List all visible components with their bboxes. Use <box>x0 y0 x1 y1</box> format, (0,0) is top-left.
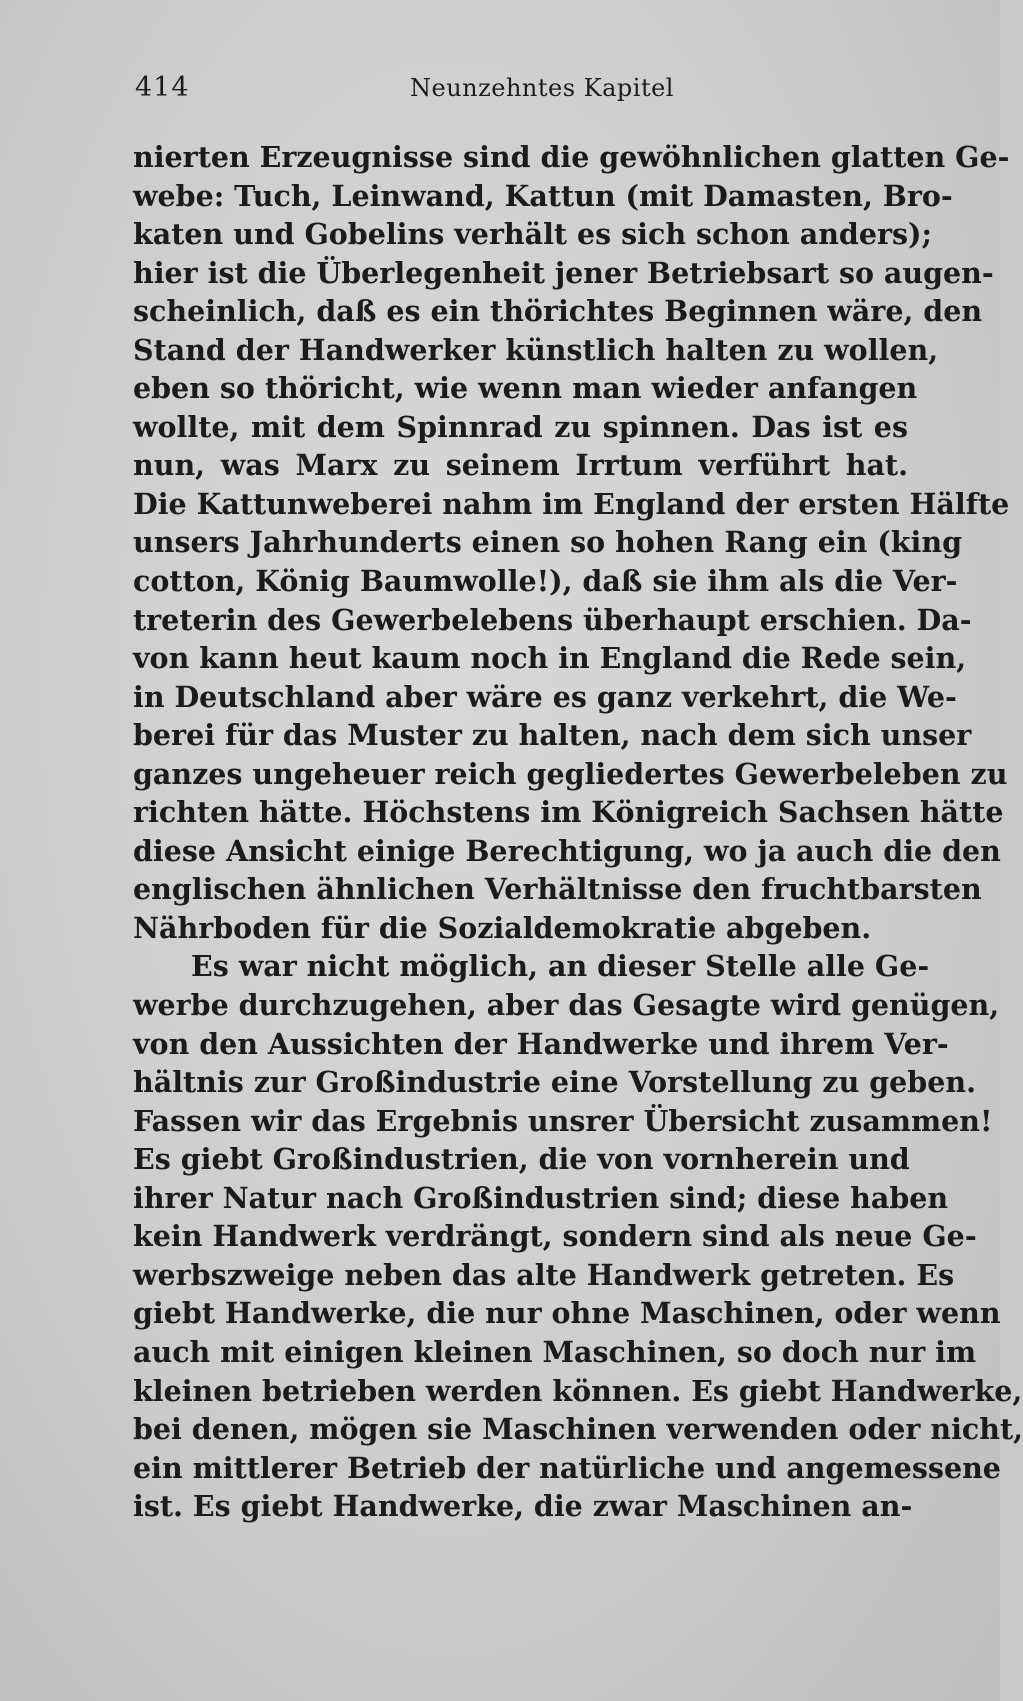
text-line: wollte, mit dem Spinnrad zu spinnen. Das ist es <box>133 409 908 444</box>
text-line: in Deutschland aber wäre es ganz verkehrt, die We- <box>133 679 957 714</box>
text-line: nierten Erzeugnisse sind die gewöhnlichen glatten Ge- <box>133 140 1010 174</box>
page-header <box>135 72 855 112</box>
body-text <box>133 138 1023 1526</box>
text-line: Stand der Handwerker künstlich halten zu wollen, <box>133 332 939 367</box>
text-line: hier ist die Überlegenheit jener Betriebsart so augen- <box>133 255 994 290</box>
text-line: englischen ähnlichen Verhältnisse den fruchtbarsten <box>133 872 982 907</box>
text-line: nun, was Marx zu seinem Irrtum verführt hat. <box>133 448 908 483</box>
text-line: ihrer Natur nach Großindustrien sind; diese haben <box>133 1180 949 1215</box>
text-line: cotton, König Baumwolle!), daß sie ihm als die Ver- <box>133 564 958 599</box>
text-line: bei denen, mögen sie Maschinen verwenden oder nicht, <box>133 1412 1023 1447</box>
text-line: kleinen betrieben werden können. Es giebt Handwerke, <box>133 1373 1023 1408</box>
text-line: ganzes ungeheuer reich gegliedertes Gewerbeleben zu <box>133 756 1008 791</box>
text-line: von kann heut kaum noch in England die Rede sein, <box>133 641 967 676</box>
text-line: ist. Es giebt Handwerke, die zwar Maschinen an- <box>133 1489 913 1524</box>
text-line: richten hätte. Höchstens im Königreich Sachsen hätte <box>133 795 1004 830</box>
text-line: Es war nicht möglich, an dieser Stelle alle Ge- <box>191 949 930 984</box>
text-line: Fassen wir das Ergebnis unsrer Übersicht zusammen! <box>133 1103 993 1138</box>
text-line: scheinlich, daß es ein thörichtes Beginnen wäre, den <box>133 294 983 329</box>
text-line: Die Kattunweberei nahm im England der ersten Hälfte <box>133 486 1010 521</box>
text-line: unsers Jahrhunderts einen so hohen Rang ein (king <box>133 525 963 560</box>
text-line: katen und Gobelins verhält es sich schon anders); <box>133 217 933 252</box>
text-line: diese Ansicht einige Berechtigung, wo ja auch die den <box>133 833 1001 868</box>
text-line: treterin des Gewerbelebens überhaupt erschien. Da- <box>133 602 972 637</box>
text-line: webe: Tuch, Leinwand, Kattun (mit Damasten, Bro- <box>133 178 953 213</box>
text-line: giebt Handwerke, die nur ohne Maschinen, oder wenn <box>133 1296 1001 1331</box>
text-line: ein mittlerer Betrieb der natürliche und angemessene <box>133 1450 1001 1485</box>
running-head: Neunzehntes Kapitel <box>410 74 674 102</box>
text-line: berei für das Muster zu halten, nach dem sich unser <box>133 718 972 753</box>
text-line: kein Handwerk verdrängt, sondern sind als neue Ge- <box>133 1219 977 1254</box>
text-line: von den Aussichten der Handwerke und ihrem Ver- <box>133 1026 949 1061</box>
text-line: Nährboden für die Sozialdemokratie abgeben. <box>133 910 872 945</box>
text-line: auch mit einigen kleinen Maschinen, so doch nur im <box>133 1334 977 1369</box>
text-line: werbszweige neben das alte Handwerk getreten. Es <box>133 1257 955 1292</box>
page-number: 414 <box>135 72 190 103</box>
text-line: eben so thöricht, wie wenn man wieder anfangen <box>133 371 918 406</box>
text-line: hältnis zur Großindustrie eine Vorstellung zu geben. <box>133 1065 976 1100</box>
text-line: Es giebt Großindustrien, die von vornherein und <box>133 1142 910 1177</box>
text-line: werbe durchzugehen, aber das Gesagte wird genügen, <box>133 988 1000 1023</box>
